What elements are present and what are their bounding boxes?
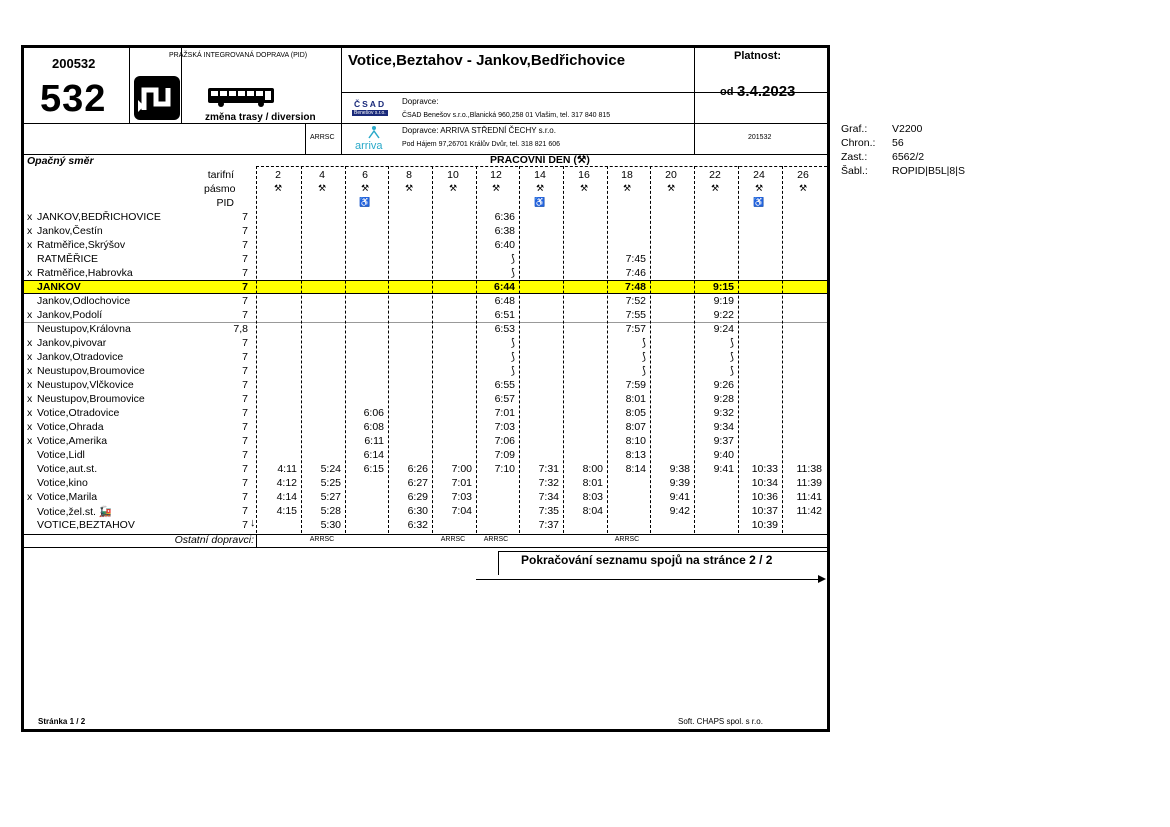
departure-time: 6:36 [494, 211, 515, 223]
departure-time: 8:04 [582, 505, 603, 517]
zone-value: 7,8 [233, 323, 248, 335]
departure-time: 9:41 [669, 491, 690, 503]
departure-time: 10:37 [751, 505, 778, 517]
departure-time: ⟆ [641, 337, 646, 349]
departure-time: 9:37 [713, 435, 734, 447]
zone-value: 7 [242, 267, 248, 279]
departure-time: 7:52 [625, 295, 646, 307]
column-number: 22 [709, 169, 721, 181]
departure-time: 11:38 [796, 463, 822, 475]
x-mark: x [27, 365, 33, 377]
side-label: Zast.: [841, 151, 868, 163]
departure-time: 8:01 [582, 477, 603, 489]
column-number: 26 [797, 169, 809, 181]
column-number: 2 [275, 169, 281, 181]
line-code: 200532 [52, 56, 96, 71]
validity-date: 3.4.2023 [737, 83, 796, 100]
column-number: 16 [578, 169, 590, 181]
departure-time: 6:32 [407, 519, 428, 531]
departure-time: 6:51 [494, 309, 515, 321]
stop-name: Votice,Marila [37, 491, 98, 503]
departure-time: 9:28 [713, 393, 734, 405]
day-type: PRACOVNÍ DEN (⚒) [490, 154, 590, 166]
departure-time: ⟆ [641, 365, 646, 377]
column-separator [432, 166, 433, 533]
stop-name: VOTICE,BEZTAHOV [37, 519, 135, 531]
wheelchair-icon: ♿ [534, 197, 546, 207]
x-mark: x [27, 393, 33, 405]
departure-time: 7:01 [451, 477, 472, 489]
x-mark: x [27, 407, 33, 419]
zone-value: 7 [242, 309, 248, 321]
side-value: 6562/2 [892, 151, 925, 163]
side-value: ROPID|B5L|8|S [892, 165, 965, 177]
column-separator [388, 166, 389, 533]
zone-value: 7 [242, 491, 248, 503]
zone-value: 7 [242, 393, 248, 405]
stop-name: Votice,Ohrada [37, 421, 104, 433]
departure-time: 7:09 [494, 449, 515, 461]
column-number: 4 [319, 169, 325, 181]
stop-name: Ratměřice,Habrovka [37, 267, 133, 279]
x-mark: x [27, 225, 33, 237]
hammer-icon: ⚒ [273, 183, 283, 193]
stop-name: Jankov,Odlochovice [37, 295, 131, 307]
other-operator-code: ARRSC [614, 536, 640, 543]
departure-time: 7:37 [538, 519, 559, 531]
departure-time: ⟆ [510, 351, 515, 363]
departure-time: 7:32 [538, 477, 559, 489]
departure-time: ⟆ [510, 365, 515, 377]
departure-time: 5:25 [320, 477, 341, 489]
operator1-label: Dopravce: [402, 97, 439, 106]
column-number: 10 [447, 169, 459, 181]
departure-time: 9:19 [713, 295, 734, 307]
departure-time: 6:30 [407, 505, 428, 517]
departure-time: 7:34 [538, 491, 559, 503]
departure-time: 8:05 [625, 407, 646, 419]
departure-time: 10:34 [751, 477, 778, 489]
departure-time: 4:11 [277, 463, 297, 475]
stop-name: Jankov,pivovar [37, 337, 107, 349]
departure-time: 6:40 [494, 239, 515, 251]
hammer-icon: ⚒ [317, 183, 327, 193]
operator2-text: Pod Hájem 97,26701 Králův Dvůr, tel. 318 821 606 [402, 141, 560, 148]
departure-time: ⟆ [729, 337, 734, 349]
x-mark: x [27, 309, 33, 321]
column-separator [607, 166, 608, 533]
hammer-icon: ⚒ [448, 183, 458, 193]
column-number: 12 [490, 169, 502, 181]
stop-name: Votice,kino [37, 477, 88, 489]
zone-value: 7 [242, 519, 248, 531]
departure-time: 7:04 [451, 505, 472, 517]
arrow-right-icon [818, 575, 826, 583]
stop-name: Votice,aut.st. [37, 463, 98, 475]
departure-time: 8:14 [625, 463, 646, 475]
side-value: 56 [892, 137, 904, 149]
departure-time: 7:06 [494, 435, 515, 447]
column-number: 24 [753, 169, 765, 181]
departure-time: 8:13 [625, 449, 646, 461]
departure-time: 6:15 [363, 463, 384, 475]
zone-value: 7 [242, 435, 248, 447]
column-separator [519, 166, 520, 533]
column-number: 20 [665, 169, 677, 181]
zone-value: 7 [242, 225, 248, 237]
column-separator [345, 166, 346, 533]
departure-time: 9:32 [713, 407, 734, 419]
column-separator [782, 166, 783, 533]
zone-value: 7 [242, 463, 248, 475]
stop-name: Neustupov,Broumovice [37, 393, 145, 405]
hammer-icon: ⚒ [491, 183, 501, 193]
stop-name: JANKOV [37, 281, 81, 293]
stop-name: Votice,Lidl [37, 449, 85, 461]
zone-value: 7 [242, 351, 248, 363]
departure-time: 7:00 [451, 463, 472, 475]
column-separator [694, 166, 695, 533]
departure-time: 7:46 [625, 267, 646, 279]
other-operators-label: Ostatní dopravci: [174, 534, 254, 546]
zone-value: 7 [242, 295, 248, 307]
departure-time: 4:14 [276, 491, 297, 503]
column-separator [301, 166, 302, 533]
validity-label: Platnost: [734, 50, 782, 62]
departure-time: 7:31 [538, 463, 559, 475]
column-number: 6 [362, 169, 368, 181]
zone-value: 7 [242, 421, 248, 433]
hammer-icon: ⚒ [579, 183, 589, 193]
departure-time: 6:27 [407, 477, 428, 489]
departure-time: 10:33 [751, 463, 778, 475]
stop-name: Jankov,Čestín [37, 225, 103, 237]
license-code: 201532 [748, 134, 772, 141]
operator2-label: Dopravce: ARRIVA STŘEDNÍ ČECHY s.r.o. [402, 126, 556, 135]
zone-header-3: PID [216, 197, 234, 209]
x-mark: x [27, 267, 33, 279]
timetable-frame [21, 45, 830, 732]
diversion-label: změna trasy / diversion [205, 112, 316, 123]
departure-time: 5:24 [320, 463, 341, 475]
stop-name: Votice,žel.st. 🚂 [37, 506, 112, 518]
departure-time: 7:57 [625, 323, 646, 335]
departure-time: ⟆ [729, 351, 734, 363]
other-operator-code: ARRSC [309, 536, 335, 543]
departure-time: 8:07 [625, 421, 646, 433]
departure-time: 5:30 [320, 519, 341, 531]
column-separator [256, 166, 257, 533]
zone-value: 7 [242, 253, 248, 265]
zone-value: 7 [242, 477, 248, 489]
hammer-icon: ⚒ [404, 183, 414, 193]
hammer-icon: ⚒ [798, 183, 808, 193]
stop-name: Neustupov,Královna [37, 323, 131, 335]
departure-time: 6:55 [494, 379, 515, 391]
stop-name: Neustupov,Vlčkovice [37, 379, 134, 391]
departure-time: 6:44 [493, 281, 515, 293]
departure-time: ⟆ [510, 253, 515, 265]
x-mark: x [27, 421, 33, 433]
departure-time: 8:10 [625, 435, 646, 447]
hammer-icon: ⚒ [666, 183, 676, 193]
diversion-icon [134, 76, 180, 120]
page-number: Stránka 1 / 2 [38, 717, 86, 726]
departure-time: ⟆ [510, 337, 515, 349]
departure-time: 6:08 [363, 421, 384, 433]
side-label: Chron.: [841, 137, 876, 149]
departure-time: 4:15 [276, 505, 297, 517]
zone-value: 7 [242, 505, 248, 517]
x-mark: x [27, 379, 33, 391]
departure-time: ⟆ [510, 267, 515, 279]
bus-icon [207, 86, 275, 113]
stop-name: JANKOV,BEDŘICHOVICE [37, 211, 161, 223]
column-separator [738, 166, 739, 533]
departure-time: 6:48 [494, 295, 515, 307]
side-value: V2200 [892, 123, 923, 135]
departure-time: ⟆ [729, 365, 734, 377]
departure-time: 9:22 [713, 309, 734, 321]
hammer-icon: ⚒ [535, 183, 545, 193]
departure-time: 11:41 [796, 491, 822, 503]
departure-time: 6:29 [407, 491, 428, 503]
stop-name: Votice,Otradovice [37, 407, 120, 419]
operator2-code: ARRSC [310, 134, 335, 141]
departure-time: ⟆ [641, 351, 646, 363]
departure-time: 7:55 [625, 309, 646, 321]
departure-time: 8:00 [582, 463, 603, 475]
operator1-text: ČSAD Benešov s.r.o.,Blanická 960,258 01 Vlašim, tel. 317 840 815 [402, 112, 611, 119]
other-operator-code: ARRSC [440, 536, 466, 543]
departure-time: 6:38 [494, 225, 515, 237]
zone-value: 7 [242, 211, 248, 223]
departure-time: 9:38 [669, 463, 690, 475]
hammer-icon: ⚒ [754, 183, 764, 193]
column-number: 14 [534, 169, 546, 181]
zone-header-1: tarifní [207, 169, 234, 181]
column-separator [650, 166, 651, 533]
validity-prefix: od [720, 86, 734, 98]
departure-time: 6:06 [363, 407, 384, 419]
x-mark: x [27, 337, 33, 349]
zone-value: 7 [242, 379, 248, 391]
departure-time: 7:35 [538, 505, 559, 517]
x-mark: x [27, 491, 33, 503]
departure-time: 6:26 [407, 463, 428, 475]
row-divider [24, 547, 827, 548]
zone-value: 7 [242, 281, 248, 293]
side-label: Graf.: [841, 123, 868, 135]
departure-time: 6:57 [494, 393, 515, 405]
stop-name: Ratměřice,Skrýšov [37, 239, 126, 251]
departure-time: 5:27 [320, 491, 341, 503]
departure-time: 7:59 [625, 379, 646, 391]
zone-header-2: pásmo [204, 183, 236, 195]
stop-name: Jankov,Otradovice [37, 351, 124, 363]
zone-value: 7 [242, 337, 248, 349]
departure-time: 9:34 [713, 421, 734, 433]
departure-time: 6:14 [363, 449, 384, 461]
departure-time: 7:03 [451, 491, 472, 503]
departure-time: 4:12 [276, 477, 297, 489]
departure-time: 7:48 [624, 281, 646, 293]
departure-time: 11:42 [796, 505, 822, 517]
stop-name: Votice,Amerika [37, 435, 108, 447]
column-number: 8 [406, 169, 412, 181]
zone-value: 7 [242, 239, 248, 251]
x-mark: x [27, 211, 33, 223]
departure-time: 7:10 [494, 463, 515, 475]
stop-name: Neustupov,Broumovice [37, 365, 145, 377]
pid-label: PRAŽSKÁ INTEGROVANÁ DOPRAVA (PID) [169, 52, 308, 59]
departure-time: 9:26 [713, 379, 734, 391]
departure-time: 6:11 [364, 435, 384, 447]
x-mark: x [27, 239, 33, 251]
zone-value: 7 [242, 365, 248, 377]
wheelchair-icon: ♿ [753, 197, 765, 207]
arriva-logo: arriva [355, 140, 383, 152]
wheelchair-icon: ♿ [359, 197, 371, 207]
zone-value: 7 [242, 449, 248, 461]
departure-time: 9:40 [713, 449, 734, 461]
departure-time: 6:53 [494, 323, 515, 335]
departure-time: 7:45 [625, 253, 646, 265]
csad-logo-sub: Benešov s.r.o. [354, 110, 386, 116]
departure-time: 9:42 [669, 505, 690, 517]
column-number: 18 [621, 169, 633, 181]
departure-time: 11:39 [796, 477, 822, 489]
x-mark: x [27, 351, 33, 363]
departure-time: 7:01 [494, 407, 515, 419]
direction-label: Opačný směr [27, 155, 94, 167]
csad-logo: ČSAD [354, 99, 387, 109]
departure-time: 9:24 [713, 323, 734, 335]
departure-time: 9:41 [713, 463, 734, 475]
departure-time: 8:01 [625, 393, 646, 405]
stop-name: Jankov,Podolí [37, 309, 103, 321]
column-separator [563, 166, 564, 533]
route-title: Votice,Beztahov - Jankov,Bedřichovice [348, 52, 626, 69]
zone-value: 7 [242, 407, 248, 419]
software-credit: Soft. CHAPS spol. s r.o. [678, 717, 763, 726]
column-separator [476, 166, 477, 533]
departure-time: 9:15 [712, 281, 734, 293]
x-mark: x [27, 435, 33, 447]
departure-time: 9:39 [669, 477, 690, 489]
departure-time: 10:39 [751, 519, 778, 531]
continuation-text: Pokračování seznamu spojů na stránce 2 / 2 [521, 553, 773, 567]
side-label: Šabl.: [841, 165, 868, 177]
arrow-down-icon: ↓ [250, 517, 256, 529]
departure-time: 7:03 [494, 421, 515, 433]
hammer-icon: ⚒ [710, 183, 720, 193]
departure-time: 5:28 [320, 505, 341, 517]
departure-time: 10:36 [751, 491, 778, 503]
other-operator-code: ARRSC [483, 536, 509, 543]
hammer-icon: ⚒ [360, 183, 370, 193]
line-number: 532 [40, 78, 107, 120]
departure-time: 8:03 [582, 491, 603, 503]
hammer-icon: ⚒ [622, 183, 632, 193]
stop-name: RATMĚŘICE [37, 253, 99, 265]
